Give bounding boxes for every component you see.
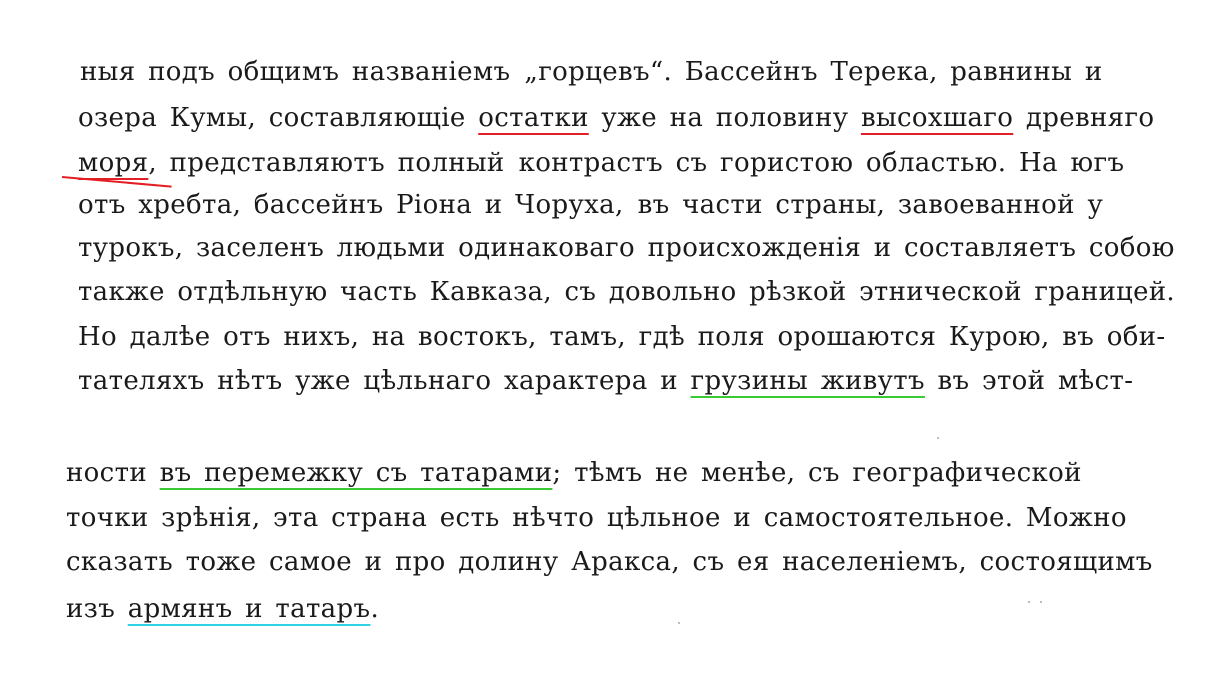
- text-line-10: [66, 503, 1127, 533]
- text-line-2: [78, 103, 1154, 133]
- text-line-11: [66, 547, 1153, 577]
- line-1-part-a: ныя подъ общимъ названіемъ: [80, 57, 511, 87]
- highlight-v-peremezhku: въ перемежку съ татарами: [159, 458, 553, 488]
- line-2-part-b: уже на половину: [588, 103, 861, 133]
- line-8-part-b: въ этой мѣст-: [924, 366, 1134, 396]
- line-9-part-b: ; тѣмъ не менѣе, съ географической: [552, 458, 1082, 488]
- text-line-4: [78, 190, 1103, 220]
- line-6-text: также отдѣльную часть Кавказа, съ довольно рѣзкой этнической границей.: [78, 277, 1176, 307]
- highlight-vysokhshago: высохшаго: [860, 103, 1014, 133]
- line-12-part-b: .: [370, 594, 380, 624]
- highlight-morya: моря: [78, 148, 149, 178]
- text-line-3: [78, 148, 1124, 178]
- line-4-part-b: въ части страны, завоеванной у: [637, 190, 1104, 220]
- line-12-part-a: изъ: [66, 594, 128, 624]
- line-9-part-a: ности: [66, 458, 160, 488]
- highlight-gruziny-zhivut: грузины живутъ: [690, 366, 925, 396]
- text-line-6: [78, 277, 1175, 307]
- line-4-part-a: отъ хребта, бассейнъ Ріона и Чоруха,: [78, 190, 624, 220]
- line-2-part-a: озера Кумы, составляющіе: [78, 103, 479, 133]
- line-5-text: турокъ, заселенъ людьми одинаковаго происхожденія и составляетъ собою: [78, 233, 1175, 263]
- line-2-part-c: древняго: [1013, 103, 1155, 133]
- text-line-8: [78, 366, 1133, 396]
- line-3-part-a: , представляютъ полный: [148, 148, 505, 178]
- text-line-12: [66, 594, 379, 624]
- scan-speck: [1040, 601, 1042, 603]
- line-8-part-a: тателяхъ нѣтъ уже цѣльнаго характера и: [78, 366, 691, 396]
- scan-speck: [1028, 601, 1030, 603]
- text-line-5: [78, 233, 1175, 263]
- line-7-text: Но далѣе отъ нихъ, на востокъ, тамъ, гдѣ поля орошаются Курою, въ оби-: [78, 322, 1166, 352]
- line-11-text: сказать тоже самое и про долину Аракса, съ ея населеніемъ, состоящимъ: [66, 547, 1153, 577]
- scan-speck: [937, 437, 939, 439]
- scan-speck: [678, 622, 680, 624]
- text-line-1: [80, 57, 1103, 87]
- line-1-part-b: „горцевъ“. Бассейнъ Терека, равнины и: [524, 57, 1103, 87]
- text-line-9: [66, 458, 1082, 488]
- line-10-text: точки зрѣнія, эта страна есть нѣчто цѣльное и самостоятельное. Можно: [66, 503, 1127, 533]
- highlight-armyan-i-tatar: армянъ и татаръ: [127, 594, 371, 624]
- text-line-7: [78, 322, 1166, 352]
- highlight-ostatki: остатки: [478, 103, 589, 133]
- line-3-part-b: контрастъ съ гористою областью. На югъ: [518, 148, 1125, 178]
